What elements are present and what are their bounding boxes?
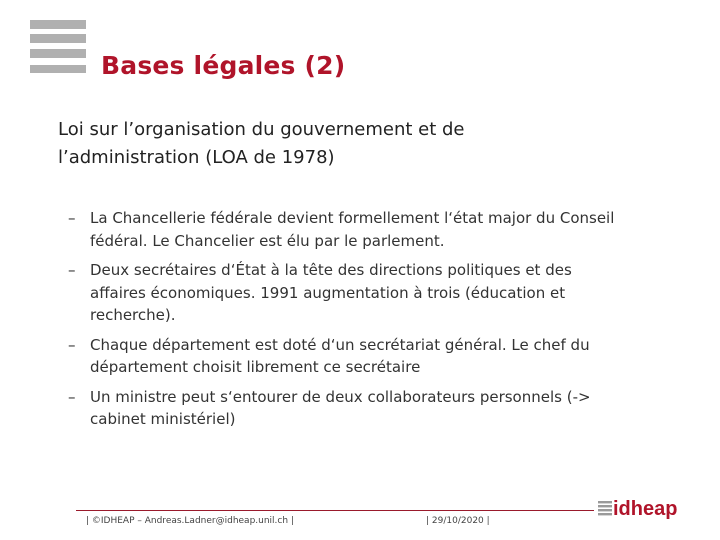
- footer-copyright: | ©IDHEAP – Andreas.Ladner@idheap.unil.ch |: [86, 516, 294, 526]
- slide-title: Bases légales (2): [101, 51, 346, 80]
- bullet-text: Chaque département est doté d‘un secrétariat général. Le chef du département choisit librement ce secrétaire: [90, 335, 590, 376]
- bullet-item: [68, 334, 628, 379]
- bullet-dash: –: [68, 209, 76, 227]
- bullet-text: La Chancellerie fédérale devient formellement l‘état major du Conseil fédéral. Le Chancelier est élu par le parlement.: [90, 209, 615, 250]
- bullet-dash: –: [68, 387, 76, 406]
- bullet-list: [68, 207, 628, 438]
- slide-subtitle: Loi sur l’organisation du gouvernement et de l’administration (LOA de 1978): [58, 119, 465, 168]
- bullet-text: Un ministre peut s‘entourer de deux collaborateurs personnels (-> cabinet ministériel): [90, 387, 591, 428]
- deco-bar-3: [30, 49, 86, 58]
- deco-bar-2: [30, 34, 86, 43]
- bullet-dash: –: [68, 261, 76, 279]
- logo-bars-icon: [598, 501, 612, 515]
- footer-date: | 29/10/2020 |: [426, 516, 490, 526]
- bullet-item: [68, 386, 628, 431]
- deco-bar-4: [30, 65, 86, 73]
- logo-wordmark: idheap: [613, 498, 678, 520]
- idheap-logo: [598, 493, 690, 525]
- bullet-dash: –: [68, 335, 76, 354]
- bullet-text: Deux secrétaires d‘État à la tête des directions politiques et des affaires économiques. 1991 augmentation à trois (éducation et recherche).: [90, 261, 572, 324]
- bullet-item: [68, 259, 628, 327]
- deco-bar-1: [30, 20, 86, 29]
- footer-rule: [76, 510, 594, 511]
- bullet-item: [68, 207, 628, 252]
